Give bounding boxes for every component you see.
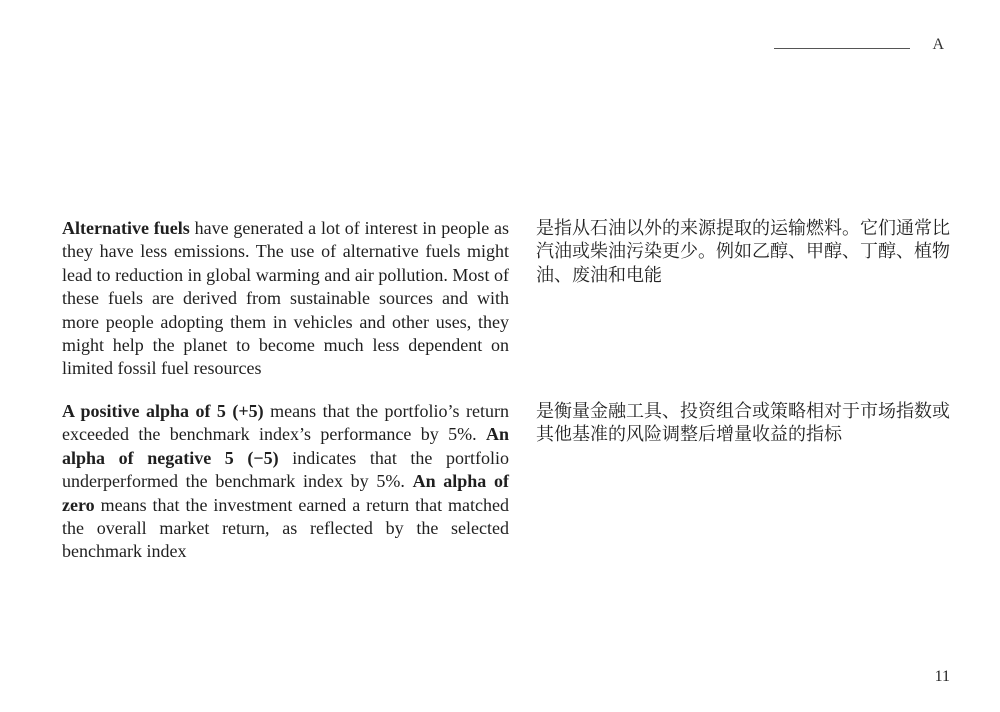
entry-term-positive-alpha: A positive alpha of 5 (+5)	[62, 401, 264, 421]
header-rule	[774, 48, 910, 49]
entry-text-segment: means that the investment earned a return that matched the overall market return, as reflected by the selected benchmark index	[62, 494, 509, 562]
entry-english-text	[62, 217, 509, 381]
entry-term: Alternative fuels	[62, 218, 190, 238]
entry-definition: have generated a lot of interest in people as they have less emissions. The use of alternative fuels might lead to reduction in global warming and air pollution. Most of these fuels are derived from sustainable sources and with more people adopting them in vehicles and other uses, they might help the planet to become much less dependent on limited fossil fuel resources	[62, 218, 510, 379]
entry-english-text	[62, 400, 509, 564]
page-number: 11	[934, 668, 950, 685]
page-header	[774, 36, 944, 54]
entry-term-negative-alpha: An alpha of negative 5 (−5)	[62, 424, 509, 468]
entry-text-segment: means that the portfolio’s return exceeded the benchmark index’s performance by 5%.	[62, 401, 509, 445]
glossary-entry-alternative-fuels	[62, 217, 950, 381]
entry-chinese-translation: 是指从石油以外的来源提取的运输燃料。它们通常比汽油或柴油污染更少。例如乙醇、甲醇、丁醇、植物油、废油和电能	[536, 218, 950, 286]
glossary-entry-alpha	[62, 400, 950, 564]
entry-term-zero-alpha: An alpha of zero	[62, 471, 509, 515]
section-letter: A	[932, 36, 944, 53]
entry-chinese-translation: 是衡量金融工具、投资组合或策略相对于市场指数或其他基准的风险调整后增量收益的指标	[536, 401, 950, 446]
entry-text-segment: indicates that the portfolio underperformed the benchmark index by 5%.	[62, 447, 510, 492]
